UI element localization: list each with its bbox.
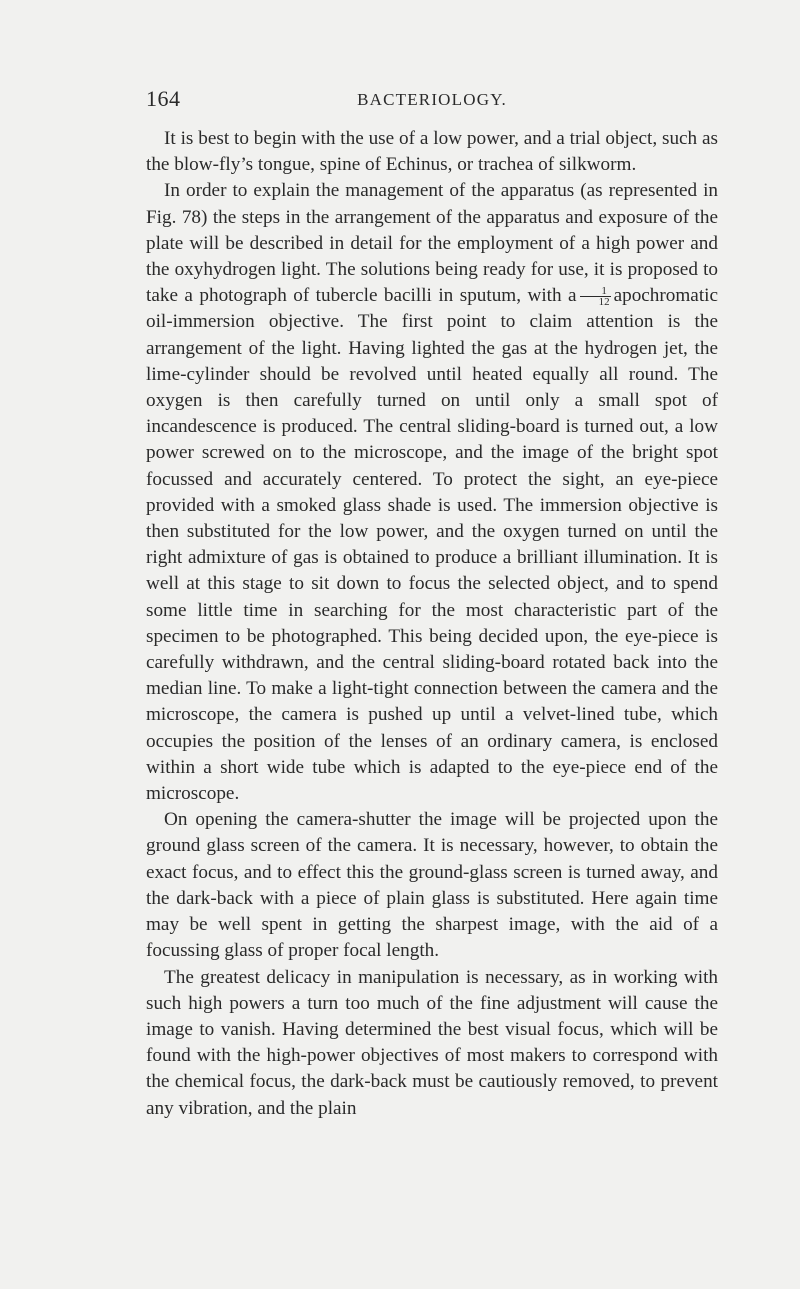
body-text bbox=[146, 126, 718, 1122]
fraction bbox=[580, 286, 611, 307]
paragraph-apparatus-management bbox=[146, 178, 718, 807]
paragraph-text: In order to explain the management of the apparatus (as represented in Fig. 78) the steps in the arrangement of the apparatus and exposure of the plate will be described in detail for the employment of a high power and the oxyhydrogen light. The solutions being ready for use, it is proposed to take a photograph of tubercle bacilli in sputum, with a bbox=[146, 180, 718, 307]
fraction-numerator: 1 bbox=[580, 286, 611, 297]
running-title: BACTERIOLOGY. bbox=[357, 90, 507, 109]
paragraph-text: apochromatic oil-immersion objective. The first point to claim attention is the arrangement of the light. Having lighted the gas at the hydrogen jet, the lime-cylinder should be revolved until heated equally all round. The oxygen is then carefully turned on until only a small spot of incandescence is produced. The central sliding-board is turned out, a low power screwed on to the microscope, and the image of the bright spot focussed and accurately centered. To protect the sight, an eye-piece provided with a smoked glass shade is used. The immersion objective is then substituted for the low power, and the oxygen turned on until the right admixture of gas is obtained to produce a brilliant illumination. It is well at this stage to sit down to focus the selected object, and to spend some little time in searching for the most characteristic part of the specimen to be photographed. This being decided upon, the eye-piece is carefully withdrawn, and the central sliding-board rotated back into the median line. To make a light-tight connection between the camera and the microscope, the camera is pushed up until a velvet-lined tube, which occupies the position of the lenses of an ordinary camera, is enclosed within a short wide tube which is adapted to the eye-piece end of the microscope. bbox=[146, 285, 718, 805]
paragraph-camera-shutter: On opening the camera-shutter the image will be projected upon the ground glass screen of the camera. It is necessary, however, to obtain the exact focus, and to effect this the ground-glass screen is turned away, and the dark-back with a piece of plain glass is substituted. Here again time may be well spent in getting the sharpest image, with the aid of a focussing glass of proper focal length. bbox=[146, 809, 718, 962]
paragraph-trial-object: It is best to begin with the use of a low power, and a trial object, such as the blow-fly’s tongue, spine of Echinus, or trachea of silkworm. bbox=[146, 128, 718, 176]
fraction-denominator: 12 bbox=[598, 296, 610, 309]
page-number: 164 bbox=[146, 86, 181, 111]
running-head bbox=[146, 86, 718, 116]
paragraph-delicacy: The greatest delicacy in manipulation is necessary, as in working with such high powers a turn too much of the fine adjustment will cause the image to vanish. Having determined the best visual focus, which will be found with the high-power objectives of most makers to correspond with the chemical focus, the dark-back must be cautiously removed, to prevent any vibration, and the plain bbox=[146, 966, 718, 1119]
